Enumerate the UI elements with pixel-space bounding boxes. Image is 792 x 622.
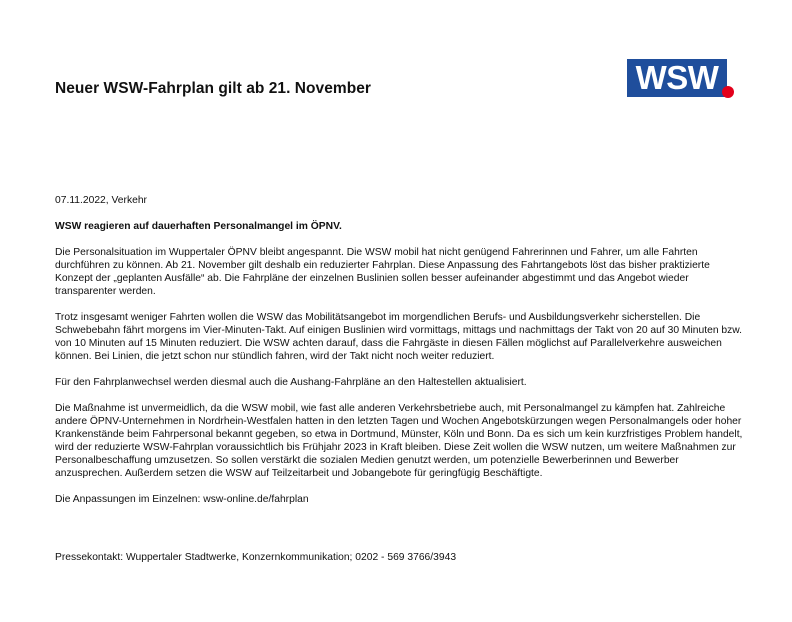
wsw-logo [627, 59, 734, 99]
page-title: Neuer WSW-Fahrplan gilt ab 21. November [55, 80, 371, 97]
date-category: 07.11.2022, Verkehr [55, 195, 147, 206]
logo-text: WSW [635, 59, 719, 96]
paragraph-2: Trotz insgesamt weniger Fahrten wollen die WSW das Mobilitätsangebot im morgendlichen Berufs- und Ausbildungsverkehr sicherstellen. Die Schwebebahn fährt morgens im Vier-Minuten-Takt. Auf einigen Buslinien wird vormittags, mittags und nachmittags der Takt von 20 auf 30 Minuten bzw. von 10 Minuten auf 15 Minuten reduziert. Die WSW achten darauf, dass die Fahrgäste in diesen Fällen möglichst auf Parallelverkehre ausweichen können. Bei Linien, die jetzt schon nur stündlich fahren, wird der Takt nicht noch weiter reduziert. [55, 312, 743, 362]
lead-paragraph: WSW reagieren auf dauerhaften Personalmangel im ÖPNV. [55, 221, 342, 232]
article-body [55, 194, 745, 519]
paragraph-1: Die Personalsituation im Wuppertaler ÖPNV bleibt angespannt. Die WSW mobil hat nicht genügend Fahrerinnen und Fahrer, um alle Fahrten durchführen zu können. Ab 21. November gilt deshalb ein reduzierter Fahrplan. Diese Anpassung des Fahrtangebots löst das bisher praktizierte Konzept der „geplanten Ausfälle“ ab. Die Fahrpläne der einzelnen Buslinien sollen besser aufeinander abgestimmt und das Angebot wieder transparenter werden. [55, 247, 710, 297]
paragraph-3: Für den Fahrplanwechsel werden diesmal auch die Aushang-Fahrpläne an den Haltestellen aktualisiert. [55, 377, 527, 388]
paragraph-5: Die Anpassungen im Einzelnen: wsw-online.de/fahrplan [55, 494, 309, 505]
paragraph-4: Die Maßnahme ist unvermeidlich, da die WSW mobil, wie fast alle anderen Verkehrsbetriebe auch, mit Personalmangel zu kämpfen hat. Zahlreiche andere ÖPNV-Unternehmen in Nordrhein-Westfalen hatten in den letzten Tagen und Wochen Angebotskürzungen wegen Personalmangels oder hoher Krankenstände beim Fahrpersonal bekannt gegeben, so etwa in Dortmund, Münster, Köln und Bonn. Da es sich um kein kurzfristiges Problem handelt, wird der reduzierte WSW-Fahrplan voraussichtlich bis Frühjahr 2023 in Kraft bleiben. Diese Zeit wollen die WSW nutzen, um weitere Maßnahmen zur Personalbeschaffung umzusetzen. So sollen verstärkt die sozialen Medien genutzt werden, um potenzielle Bewerberinnen und Bewerber anzusprechen. Außerdem setzen die WSW auf Teilzeitarbeit und Jobangebote für geringfügig Beschäftigte. [55, 403, 743, 479]
logo-dot [722, 86, 734, 98]
press-contact: Pressekontakt: Wuppertaler Stadtwerke, Konzernkommunikation; 0202 - 569 3766/3943 [55, 552, 457, 563]
